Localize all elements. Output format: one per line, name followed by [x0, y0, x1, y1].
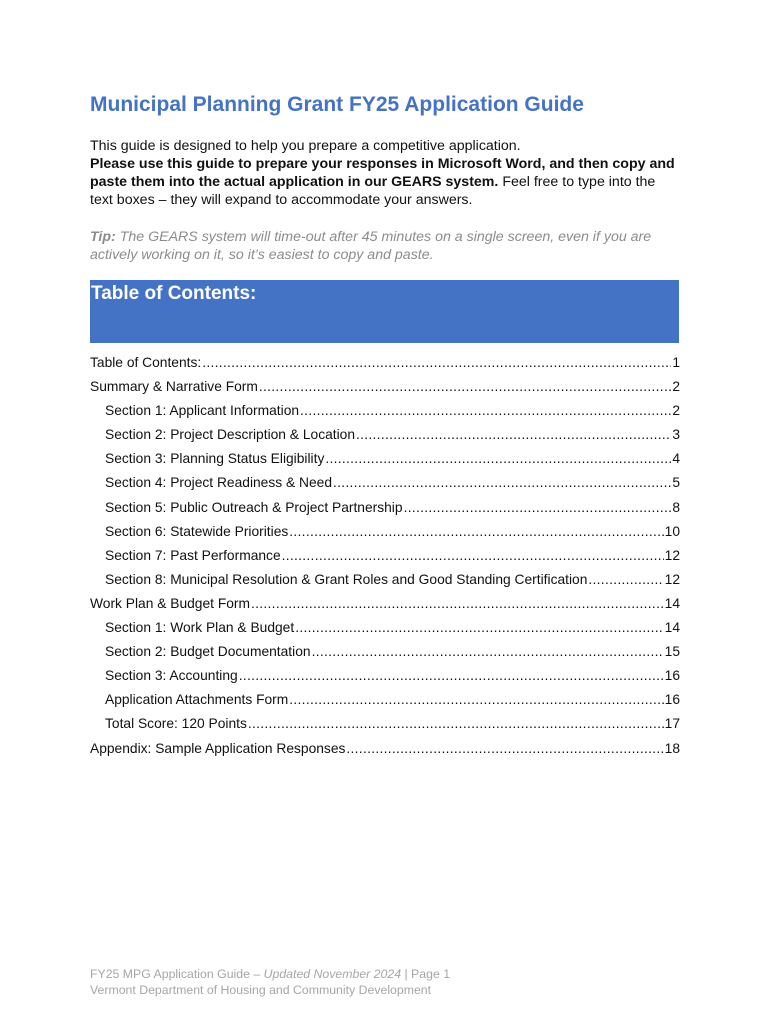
toc-entry-page: 16	[664, 692, 680, 708]
toc-entry-page: 14	[664, 620, 680, 636]
toc-entry-page: 12	[664, 547, 680, 563]
toc-dot-leader	[289, 522, 663, 542]
toc-entry-label: Appendix: Sample Application Responses	[90, 740, 346, 756]
toc-dot-leader	[202, 353, 671, 373]
toc-entry-page: 2	[672, 403, 680, 419]
toc-entry[interactable]	[90, 666, 680, 690]
toc-dot-leader	[312, 642, 664, 662]
toc-dot-leader	[259, 377, 671, 397]
toc-entry[interactable]	[90, 449, 680, 473]
toc-dot-leader	[300, 401, 671, 421]
toc-dot-leader	[333, 473, 671, 493]
toc-dot-leader	[282, 546, 664, 566]
toc-entry-label: Table of Contents:	[90, 355, 202, 370]
toc-entry-label: Section 2: Budget Documentation	[105, 644, 311, 660]
footer-guide-name: FY25 MPG Application Guide –	[90, 967, 264, 981]
toc-entry-page: 8	[672, 499, 680, 515]
toc-entry-label: Section 7: Past Performance	[105, 547, 281, 563]
toc-entry-page: 5	[672, 475, 680, 491]
toc-entry-label: Section 6: Statewide Priorities	[105, 523, 289, 539]
toc-entry-page: 1	[672, 355, 680, 370]
toc-entry[interactable]	[90, 714, 680, 738]
toc-entry-label: Total Score: 120 Points	[105, 716, 247, 732]
toc-entry-page: 15	[664, 644, 680, 660]
toc-entry-page: 3	[672, 427, 680, 443]
toc-entry-label: Section 5: Public Outreach & Project Partnership	[105, 499, 403, 515]
toc-entry-label: Section 3: Planning Status Eligibility	[105, 451, 325, 467]
toc-entry[interactable]	[90, 498, 680, 522]
toc-entry[interactable]	[90, 522, 680, 546]
toc-dot-leader	[404, 498, 672, 518]
toc-entry-label: Section 1: Applicant Information	[105, 403, 300, 419]
tip-note	[90, 228, 682, 264]
toc-entry-page: 14	[664, 595, 680, 611]
tip-text: The GEARS system will time-out after 45 minutes on a single screen, even if you are actively working on it, so it’s easiest to copy and paste.	[90, 229, 652, 263]
toc-entry-label: Section 3: Accounting	[105, 668, 238, 684]
footer-page-number: | Page 1	[401, 967, 451, 981]
toc-dot-leader	[239, 666, 664, 686]
toc-header-title: Table of Contents:	[91, 283, 257, 304]
toc-entry[interactable]	[90, 377, 680, 401]
toc-entry[interactable]	[90, 739, 680, 763]
toc-entry-page: 10	[664, 523, 680, 539]
toc-dot-leader	[588, 570, 663, 590]
toc-entry-label: Section 2: Project Description & Location	[105, 427, 356, 443]
toc-entry[interactable]	[90, 425, 680, 449]
intro-rest: Feel free to type into the text boxes – they will expand to accommodate your answers.	[90, 174, 656, 208]
toc-entry-label: Section 4: Project Readiness & Need	[105, 475, 333, 491]
toc-dot-leader	[289, 690, 663, 710]
toc-entry[interactable]	[90, 618, 680, 642]
toc-dot-leader	[356, 425, 671, 445]
toc-entry-label: Application Attachments Form	[105, 692, 289, 708]
toc-dot-leader	[325, 449, 671, 469]
toc-entry-page: 4	[672, 451, 680, 467]
toc-header-band	[90, 280, 679, 343]
intro-paragraph	[90, 137, 682, 209]
toc-entry[interactable]	[90, 473, 680, 497]
toc-dot-leader	[251, 594, 664, 614]
toc-entry[interactable]	[90, 690, 680, 714]
toc-entry[interactable]	[90, 570, 680, 594]
toc-dot-leader	[295, 618, 663, 638]
footer-department: Vermont Department of Housing and Community Development	[90, 983, 432, 997]
toc-entry[interactable]	[90, 642, 680, 666]
footer-updated-date: Updated November 2024	[263, 967, 402, 981]
page-footer	[90, 966, 680, 998]
toc-entry-page: 18	[664, 740, 680, 756]
tip-label: Tip:	[90, 229, 116, 245]
toc-entry[interactable]	[90, 401, 680, 425]
toc-entry[interactable]	[90, 594, 680, 618]
toc-entry-page: 2	[672, 379, 680, 395]
intro-bold-instruction: Please use this guide to prepare your responses in Microsoft Word, and then copy and paste them into the actual application in our GEARS system.	[90, 156, 675, 190]
table-of-contents	[90, 353, 680, 763]
intro-line: This guide is designed to help you prepare a competitive application.	[90, 138, 521, 154]
toc-entry[interactable]	[90, 353, 680, 377]
toc-entry-label: Summary & Narrative Form	[90, 379, 258, 395]
toc-entry-page: 17	[664, 716, 680, 732]
toc-dot-leader	[346, 739, 663, 759]
toc-entry-label: Section 8: Municipal Resolution & Grant Roles and Good Standing Certification	[105, 571, 588, 587]
toc-entry-label: Work Plan & Budget Form	[90, 595, 251, 611]
toc-entry-page: 16	[664, 668, 680, 684]
toc-entry-label: Section 1: Work Plan & Budget	[105, 620, 295, 636]
toc-dot-leader	[248, 714, 664, 734]
toc-entry[interactable]	[90, 546, 680, 570]
toc-entry-page: 12	[664, 571, 680, 587]
page-title: Municipal Planning Grant FY25 Application Guide	[90, 93, 584, 116]
